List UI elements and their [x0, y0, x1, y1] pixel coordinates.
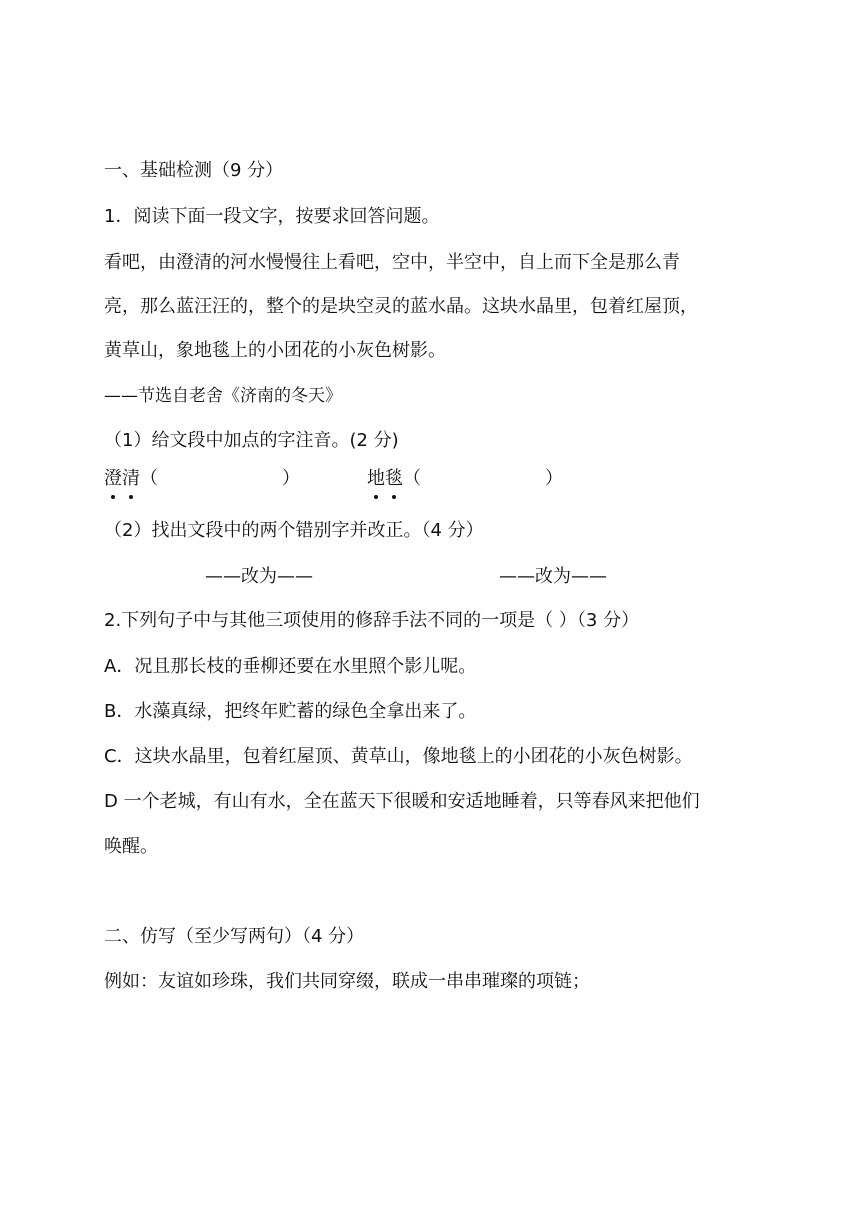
passage-line-1: 看吧，由澄清的河水慢慢往上看吧，空中，半空中，自上而下全是那么青 [104, 252, 680, 273]
q2-option-b: B．水藻真绿，把终年贮蓄的绿色全拿出来了。 [104, 701, 477, 722]
emphasis-dots-1 [104, 495, 140, 499]
word2-bracket-open: （ [403, 468, 421, 489]
passage-line-3: 黄草山，象地毯上的小团花的小灰色树影。 [104, 340, 446, 361]
word2-text: 地毯 [367, 468, 403, 489]
q1-sub2: （2）找出文段中的两个错别字并改正。（4 分） [104, 520, 484, 541]
section2-heading: 二、仿写（至少写两句）（4 分） [104, 926, 365, 947]
word1-row [104, 467, 300, 491]
section2-example: 例如：友谊如珍珠，我们共同穿缀，联成一串串璀璨的项链； [104, 971, 590, 992]
q2-prompt: 2.下列句子中与其他三项使用的修辞手法不同的一项是（ ）（3 分） [104, 610, 640, 631]
q2-option-d-line-2: 唤醒。 [104, 836, 158, 857]
passage-line-2: 亮，那么蓝汪汪的，整个的是块空灵的蓝水晶。这块水晶里，包着红屋顶， [104, 296, 698, 317]
word2-row [367, 467, 563, 491]
dotted-word-2 [367, 467, 403, 491]
q1-prompt: 1．阅读下面一段文字，按要求回答问题。 [104, 206, 440, 227]
passage-source: ——节选自老舍《济南的冬天》 [104, 386, 342, 406]
word1-bracket-open: （ [140, 468, 158, 489]
q2-option-d-line-1: D 一个老城，有山有水，全在蓝天下很暖和安适地睡着，只等春风来把他们 [104, 791, 700, 812]
section1-heading: 一、基础检测（9 分） [104, 160, 284, 181]
word1-text: 澄清 [104, 468, 140, 489]
word2-bracket-close: ） [545, 468, 563, 489]
correction-blank-2[interactable]: ——改为—— [499, 566, 607, 587]
emphasis-dots-2 [367, 495, 403, 499]
q2-option-a: A．况且那长枝的垂柳还要在水里照个影儿呢。 [104, 656, 477, 677]
q1-sub1: （1）给文段中加点的字注音。(2 分) [104, 430, 399, 451]
word1-bracket-close: ） [282, 468, 300, 489]
dotted-word-1 [104, 467, 140, 491]
correction-blank-1[interactable]: ——改为—— [205, 566, 313, 587]
q2-option-c: C．这块水晶里，包着红屋顶、黄草山，像地毯上的小团花的小灰色树影。 [104, 746, 693, 767]
